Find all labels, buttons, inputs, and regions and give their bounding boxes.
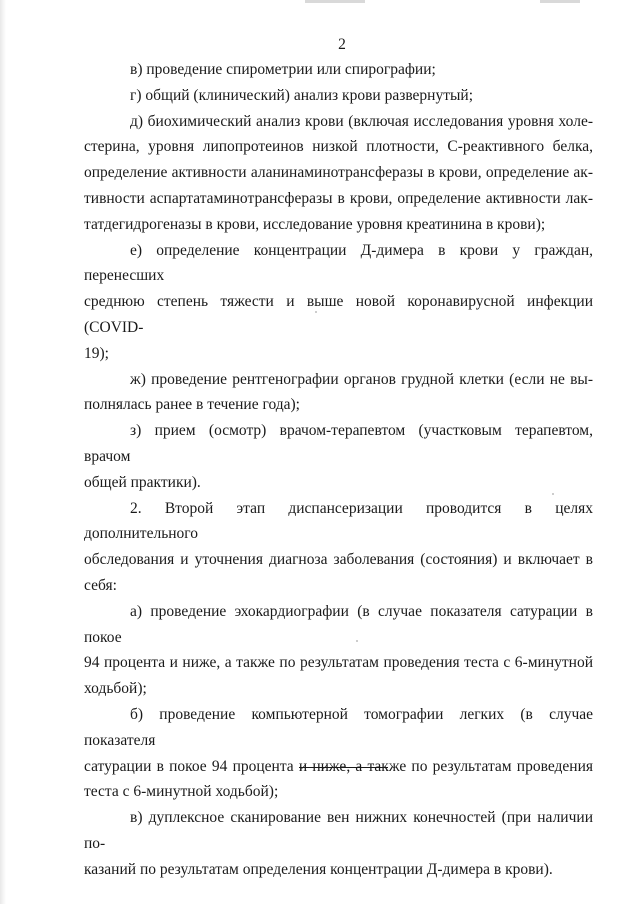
scan-shadow-edge [0, 0, 6, 904]
text-line: д) биохимический анализ крови (включая исследования уровня холе- [130, 112, 593, 130]
document-body [84, 57, 593, 883]
text-line: г) общий (клинический) анализ крови развернутый; [130, 86, 474, 104]
section-2-second-stage [84, 496, 593, 599]
text-line: среднюю степень тяжести и выше новой коронавирусной инфекции (COVID- [84, 293, 593, 336]
item-b-ct [84, 702, 593, 805]
text-line: обследования и уточнения диагноза заболевания (состояния) и включает в [84, 551, 593, 569]
text-line: з) прием (осмотр) врачом-терапевтом (участковым терапевтом, врачом [84, 422, 593, 465]
scan-speck [552, 493, 554, 495]
item-d-biochemistry [84, 109, 593, 238]
text-line: ходьбой); [84, 680, 147, 698]
text-line: татдегидрогеназы в крови, исследование уровня креатинина в крови); [84, 215, 546, 233]
text-line: ж) проведение рентгенографии органов грудной клетки (если не вы- [130, 370, 593, 388]
text-line: казаний по результатам определения концентрации Д-димера в крови). [84, 860, 553, 878]
text-line: сатурации в покое 94 процента и ниже, а также по результатам проведения [84, 757, 593, 775]
item-z-therapist [84, 418, 593, 495]
item-a-echocardiography [84, 599, 593, 702]
text-line: а) проведение эхокардиографии (в случае показателя сатурации в покое [84, 602, 593, 646]
item-v-spirometry [84, 57, 593, 83]
text-line: 19); [84, 344, 109, 362]
end-rule-line [299, 767, 388, 768]
item-zh-xray [84, 367, 593, 419]
text-line: теста с 6-минутной ходьбой); [84, 783, 279, 801]
item-v-duplex-scan [84, 805, 593, 882]
text-line: стерина, уровня липопротеинов низкой плотности, С-реактивного белка, [84, 138, 593, 156]
scan-mark-top [305, 0, 365, 3]
scan-mark-top-right [540, 0, 580, 3]
page-number: 2 [338, 36, 346, 53]
text-line: в) дуплексное сканирование вен нижних конечностей (при наличии по- [84, 809, 593, 852]
text-line: полнялась ранее в течение года); [84, 396, 300, 414]
text-line: 2. Второй этап диспансеризации проводится в целях дополнительного [84, 499, 593, 543]
scan-speck [356, 640, 358, 642]
text-line: общей практики). [84, 473, 201, 491]
text-line: определение активности аланинаминотрансферазы в крови, определение ак- [84, 164, 593, 182]
text-line: тивности аспартатаминотрансферазы в крови, определение активности лак- [84, 189, 593, 207]
text-line: 94 процента и ниже, а также по результатам проведения теста с 6-минутной [84, 654, 593, 672]
text-line: в) проведение спирометрии или спирографии; [130, 61, 436, 78]
item-g-blood-analysis [84, 83, 593, 109]
scan-speck [315, 311, 317, 313]
text-line: е) определение концентрации Д-димера в крови у граждан, перенесших [84, 241, 593, 285]
text-line: себя: [84, 576, 117, 594]
item-e-d-dimer [84, 238, 593, 367]
text-line: б) проведение компьютерной томографии легких (в случае показателя [84, 705, 593, 749]
